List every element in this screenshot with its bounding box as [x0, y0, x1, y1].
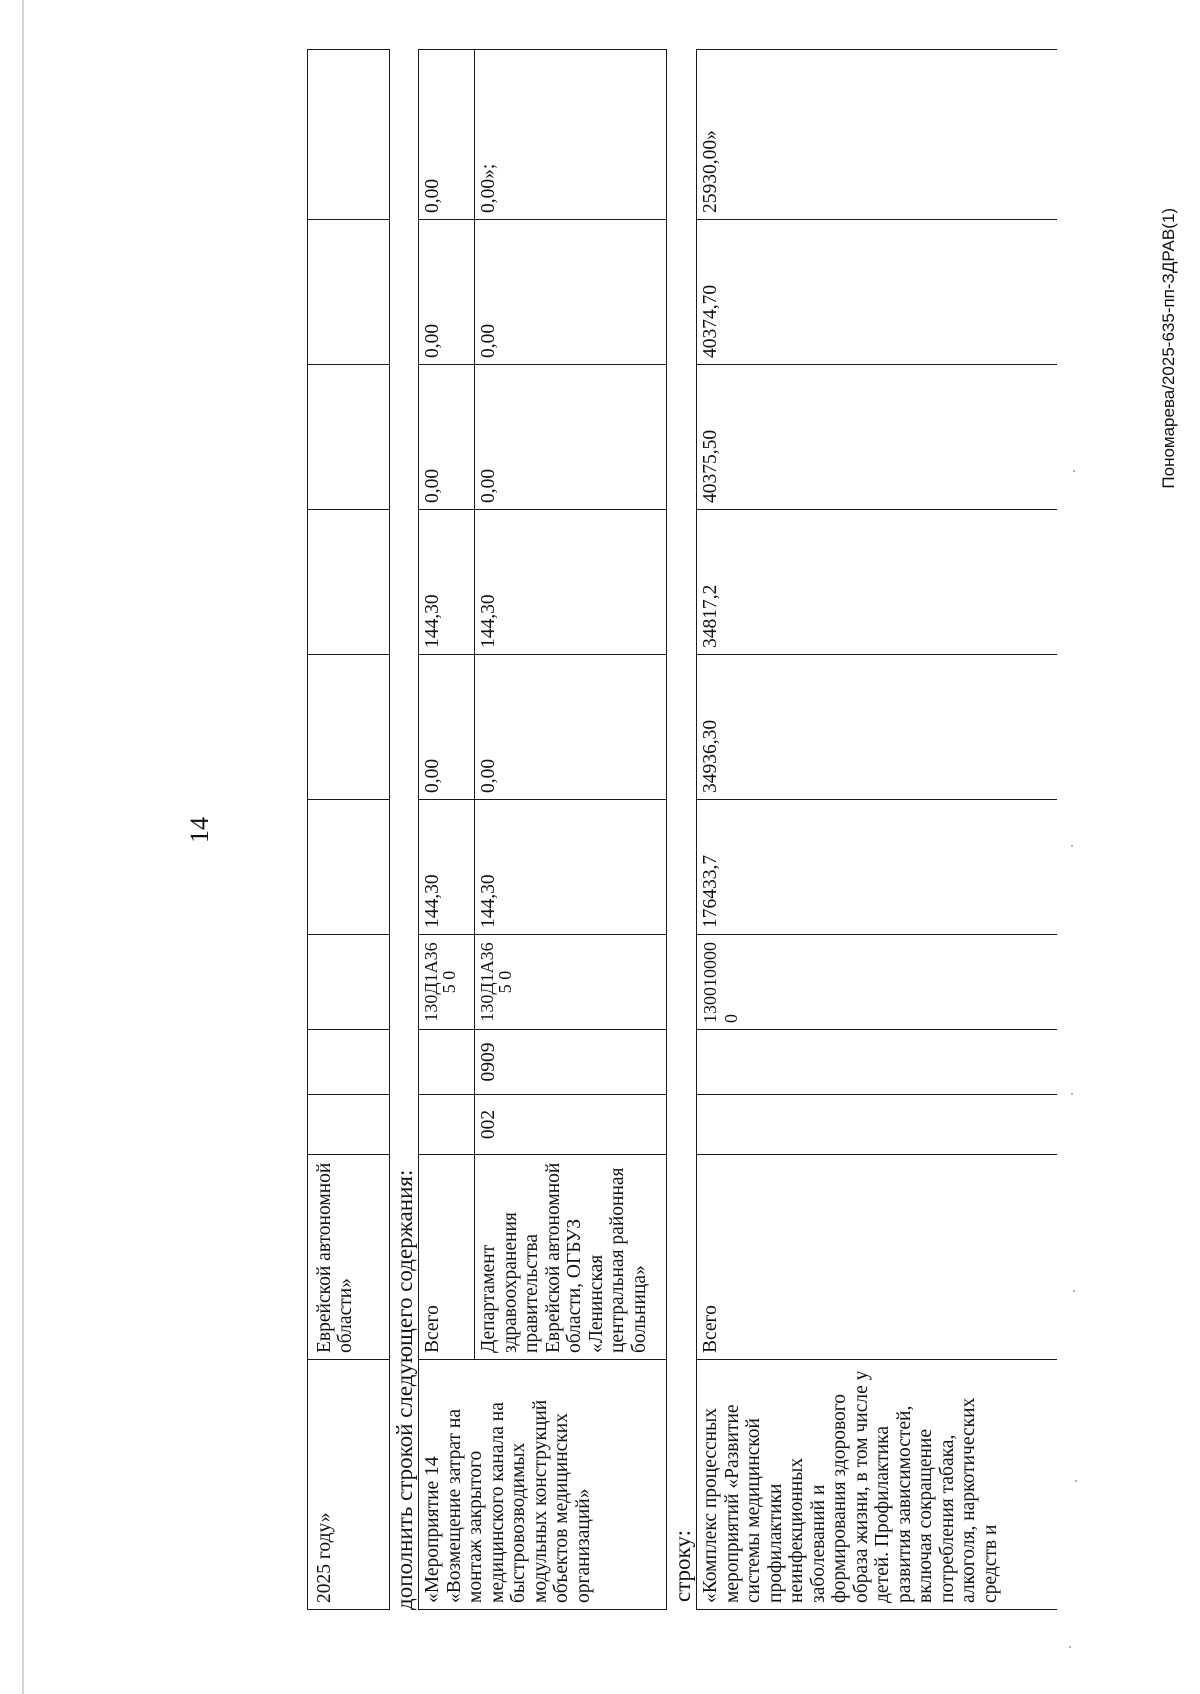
scan-speck	[1075, 1480, 1077, 1482]
cell-year-2024: 34936,30	[697, 655, 1057, 800]
rotated-page	[185, 42, 1065, 1610]
total-label: Всего	[697, 1155, 1057, 1360]
cell-year-2024: 0,00	[475, 655, 667, 800]
page-number: 14	[185, 817, 214, 843]
cell-year-2028: 25930,00»	[697, 50, 1057, 220]
cell-rzpr	[419, 1030, 475, 1095]
cell-grbs	[419, 1095, 475, 1155]
cell-csr: 130Д1А365 0	[419, 935, 475, 1030]
complex-name: «Комплекс процессных мероприятий «Развитие системы медицинской профилактики неинфекционных заболеваний и формирования здорового образа жизни, в том числе у детей. Профилактика развития зависимостей, включая сокращение потребления табака, алкоголя, наркотических средств и	[697, 1360, 1057, 1610]
cell-year-2026: 40375,50	[697, 365, 1057, 510]
cell-total: 144,30	[419, 800, 475, 935]
block1-table	[418, 49, 667, 1610]
cell-year-2028: 0,00»;	[475, 50, 667, 220]
cell-year-2025: 34817,2	[697, 510, 1057, 655]
dept-label: Департамент здравоохранения правительства Еврейской автономной области, ОГБУЗ «Ленинская центральная районная больница»	[475, 1155, 667, 1360]
measure-14-name: «Мероприятие 14 «Возмещение затрат на монтаж закрытого медицинского канала на быстровозводимых модульных конструкций объектов медицинских организаций»	[419, 1360, 667, 1610]
cell-grbs: 002	[475, 1095, 667, 1155]
scan-speck	[1071, 1093, 1073, 1095]
top-fragment	[307, 49, 390, 1610]
cell-year-2027: 0,00	[475, 220, 667, 365]
cell-year-2026: 0,00	[475, 365, 667, 510]
cell-rzpr	[697, 1030, 1057, 1095]
cell-year-2026: 0,00	[419, 365, 475, 510]
scan-speck	[1071, 845, 1073, 847]
cell-total: 176433,7	[697, 800, 1057, 935]
total-label: Всего	[419, 1155, 475, 1360]
table-row	[419, 50, 475, 1610]
caption-add: дополнить строкой следующего содержания:	[392, 1169, 417, 1610]
cell-csr: 1300100000	[697, 935, 1057, 1030]
scan-speck	[1069, 1646, 1071, 1648]
cell-grbs	[697, 1095, 1057, 1155]
cell-year-2025: 144,30	[419, 510, 475, 655]
cell-year-2025: 144,30	[475, 510, 667, 655]
cell-csr: 130Д1А365 0	[475, 935, 667, 1030]
cell-year-2027: 40374,70	[697, 220, 1057, 365]
scan-speck	[1073, 470, 1075, 472]
cell-year-2028: 0,00	[419, 50, 475, 220]
cell-total: 144,30	[475, 800, 667, 935]
scan-edge	[22, 0, 24, 1694]
block2-table	[696, 49, 1057, 1610]
top-col1: 2025 году»	[308, 1360, 390, 1610]
top-col2: Еврейской автономной области»	[308, 1155, 390, 1360]
scan-speck	[1073, 1290, 1075, 1292]
cell-year-2024: 0,00	[419, 655, 475, 800]
cell-rzpr: 0909	[475, 1030, 667, 1095]
table-row	[697, 50, 1057, 1610]
cell-year-2027: 0,00	[419, 220, 475, 365]
caption-row: строку:	[670, 1530, 695, 1602]
footer-code-text: Пономарева/2025-635-пп-ЗДРАВ(1)	[1159, 208, 1178, 489]
